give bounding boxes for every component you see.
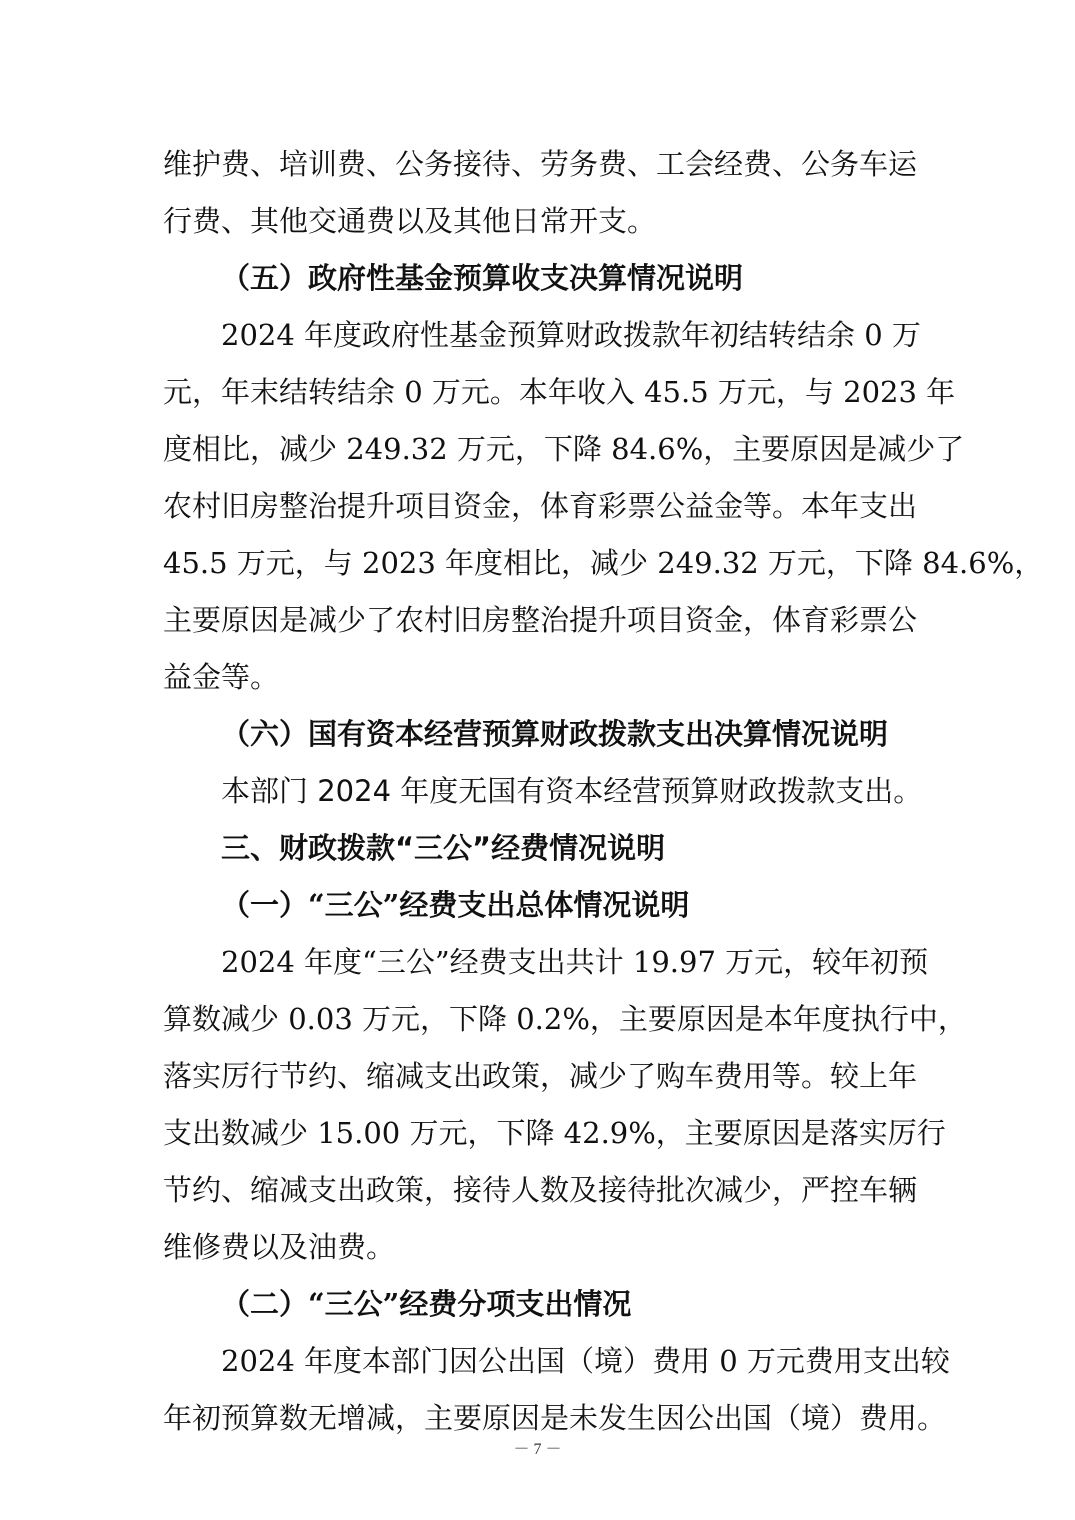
paragraph-line: 农村旧房整治提升项目资金，体育彩票公益金等。本年支出	[163, 489, 918, 523]
paragraph-line: 行费、其他交通费以及其他日常开支。	[163, 204, 657, 238]
paragraph-line: 主要原因是减少了农村旧房整治提升项目资金，体育彩票公	[163, 603, 918, 637]
paragraph-line: 元，年末结转结余 0 万元。本年收入 45.5 万元，与 2023 年	[163, 375, 956, 409]
paragraph-line: 节约、缩减支出政策，接待人数及接待批次减少，严控车辆	[163, 1173, 918, 1207]
paragraph-line: 维护费、培训费、公务接待、劳务费、工会经费、公务车运	[163, 147, 918, 181]
section-heading-2: （二）“三公”经费分项支出情况	[221, 1287, 632, 1321]
paragraph-line: 2024 年度“三公”经费支出共计 19.97 万元，较年初预	[221, 945, 929, 979]
section-heading-5: （五）政府性基金预算收支决算情况说明	[221, 261, 744, 295]
paragraph-line: 年初预算数无增减，主要原因是未发生因公出国（境）费用。	[163, 1401, 947, 1435]
paragraph-line: 度相比，减少 249.32 万元，下降 84.6%，主要原因是减少了	[163, 432, 965, 466]
page-number: － 7 －	[513, 1441, 562, 1458]
section-heading-6: （六）国有资本经营预算财政拨款支出决算情况说明	[221, 717, 889, 751]
paragraph-line: 维修费以及油费。	[163, 1230, 396, 1264]
document-body	[163, 136, 1044, 1447]
paragraph-line: 2024 年度政府性基金预算财政拨款年初结转结余 0 万	[221, 318, 921, 352]
paragraph-line: 支出数减少 15.00 万元，下降 42.9%，主要原因是落实厉行	[163, 1116, 946, 1150]
paragraph-line: 算数减少 0.03 万元，下降 0.2%，主要原因是本年度执行中，	[163, 1002, 967, 1036]
paragraph-line: 45.5 万元，与 2023 年度相比，减少 249.32 万元，下降 84.6%，	[163, 546, 1044, 580]
chapter-heading-3: 三、财政拨款“三公”经费情况说明	[221, 831, 666, 865]
paragraph-line: 落实厉行节约、缩减支出政策，减少了购车费用等。较上年	[163, 1059, 918, 1093]
paragraph-line: 益金等。	[163, 660, 280, 694]
paragraph-line: 本部门 2024 年度无国有资本经营预算财政拨款支出。	[221, 774, 923, 808]
section-heading-1: （一）“三公”经费支出总体情况说明	[221, 888, 690, 922]
paragraph-line: 2024 年度本部门因公出国（境）费用 0 万元费用支出较	[221, 1344, 950, 1378]
